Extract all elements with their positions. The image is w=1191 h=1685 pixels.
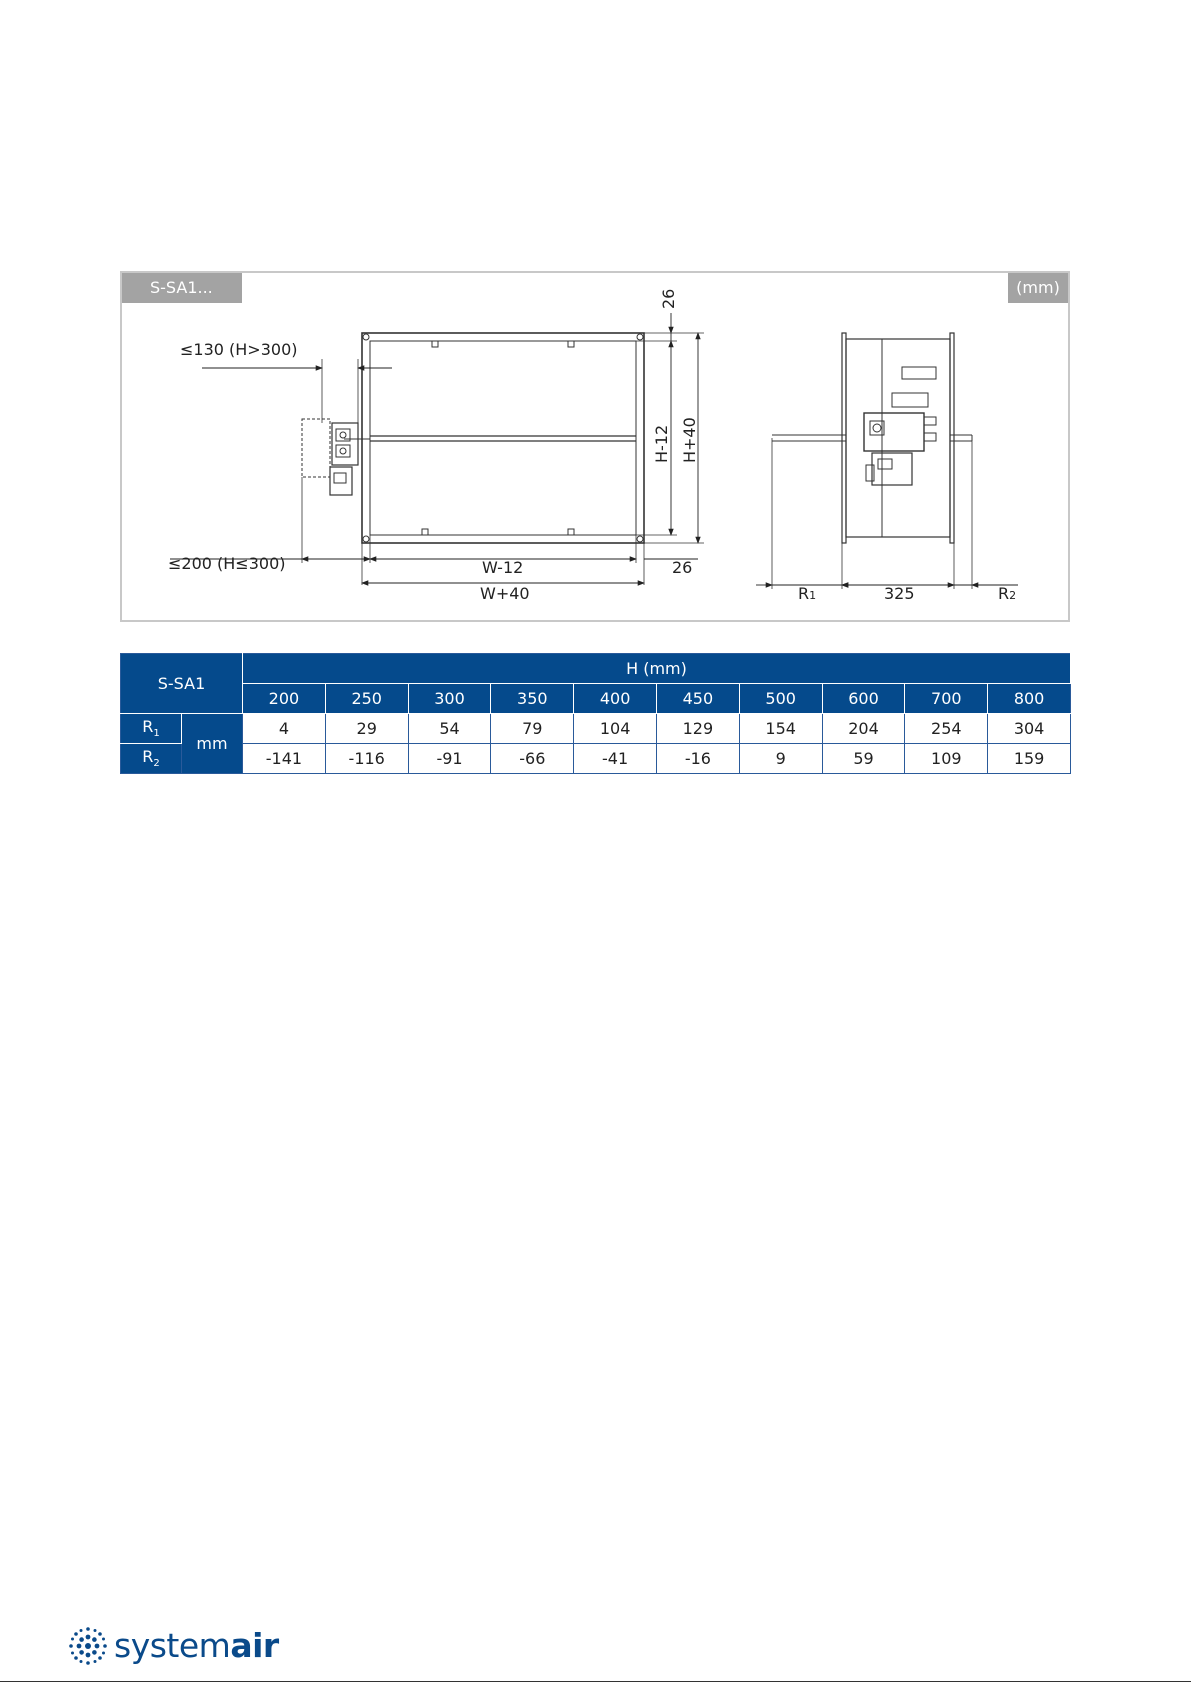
table-cell: 9 xyxy=(739,744,822,774)
row-label-r2: $R_2$ xyxy=(121,744,182,774)
table-header-row xyxy=(121,684,1071,714)
table-cell: 304 xyxy=(988,714,1071,744)
table-cell: 104 xyxy=(574,714,657,744)
table-group-header: H (mm) xyxy=(243,654,1071,684)
col-header: 250 xyxy=(325,684,408,714)
table-row xyxy=(121,744,1071,774)
col-header: 700 xyxy=(905,684,988,714)
r-values-table xyxy=(120,653,1071,774)
table-cell: 129 xyxy=(657,714,740,744)
dim-325: 325 xyxy=(884,584,915,603)
unit-tag: (mm) xyxy=(1008,273,1068,303)
dim-w-plus-40: W+40 xyxy=(480,584,530,603)
unit-cell: mm xyxy=(182,714,243,774)
dim-actuator-gap-small: ≤200 (H≤300) xyxy=(168,554,286,573)
table-cell: -116 xyxy=(325,744,408,774)
logo-wordmark: systemair xyxy=(114,1626,279,1665)
model-tag: S-SA1... xyxy=(122,273,242,303)
dim-actuator-gap-large: ≤130 (H>300) xyxy=(180,340,298,359)
col-header: 450 xyxy=(657,684,740,714)
col-header: 200 xyxy=(243,684,326,714)
systemair-dot-burst-icon xyxy=(68,1626,108,1666)
dim-26-top: 26 xyxy=(659,288,678,309)
table-cell: 159 xyxy=(988,744,1071,774)
table-row xyxy=(121,714,1071,744)
col-header: 600 xyxy=(822,684,905,714)
table-cell: 109 xyxy=(905,744,988,774)
table-cell: 29 xyxy=(325,714,408,744)
front-view xyxy=(302,333,704,585)
col-header: 400 xyxy=(574,684,657,714)
table-cell: 154 xyxy=(739,714,822,744)
table-cell: 59 xyxy=(822,744,905,774)
table-cell: -16 xyxy=(657,744,740,774)
table-cell: 254 xyxy=(905,714,988,744)
dim-26-bottom: 26 xyxy=(672,558,693,577)
table-cell: -41 xyxy=(574,744,657,774)
bottom-rule xyxy=(0,1681,1191,1682)
table-cell: 54 xyxy=(408,714,491,744)
table-cell: -91 xyxy=(408,744,491,774)
table-cell: -66 xyxy=(491,744,574,774)
table-cell: 4 xyxy=(243,714,326,744)
dim-h-minus-12: H-12 xyxy=(652,424,671,463)
table-cell: 79 xyxy=(491,714,574,744)
col-header: 350 xyxy=(491,684,574,714)
table-model-cell: S-SA1 xyxy=(121,654,243,714)
drawing-svg xyxy=(122,273,1068,620)
side-view xyxy=(772,333,972,589)
col-header: 300 xyxy=(408,684,491,714)
col-header: 500 xyxy=(739,684,822,714)
dim-r2-label: R2 xyxy=(998,584,1017,603)
dim-w-minus-12: W-12 xyxy=(482,558,524,577)
col-header: 800 xyxy=(988,684,1071,714)
dim-h-plus-40: H+40 xyxy=(680,417,699,463)
systemair-logo xyxy=(68,1624,288,1668)
dim-r1-label: R1 xyxy=(798,584,817,603)
table-cell: -141 xyxy=(243,744,326,774)
dimension-drawing xyxy=(120,271,1070,622)
row-label-r1: $R_1$ xyxy=(121,714,182,744)
table-cell: 204 xyxy=(822,714,905,744)
